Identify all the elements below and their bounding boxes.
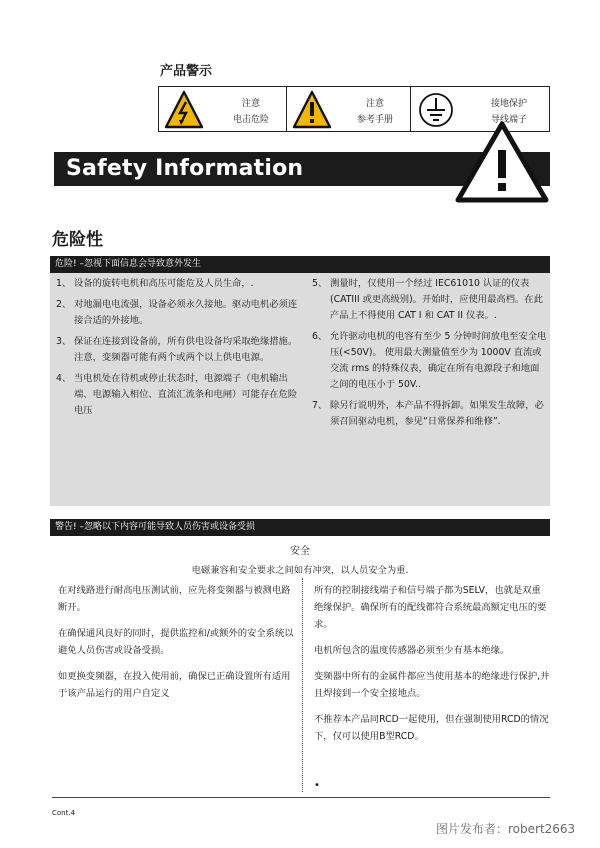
list-item: 4、 当电机处在待机或停止状态时，电源端子（电机输出端、电源输入相位、直流汇流条和电闸）可能存在危险电压 xyxy=(56,373,298,416)
list-item: 1、 设备的旋转电机和高压可能危及人员生命，. xyxy=(56,278,254,289)
danger-bar: 危险! –忽视下面信息会导致意外发生 xyxy=(50,256,550,273)
symbol-cell-electric xyxy=(159,87,287,131)
safety-paragraph: 不推荐本产品同RCD一起使用，但在强制使用RCD的情况下，仅可以使用B型RCD。 xyxy=(314,714,549,742)
symbol-cell-caution xyxy=(287,87,411,131)
safety-column-right xyxy=(314,582,550,754)
symbol-label: 注意 电击危险 xyxy=(232,99,269,125)
safety-paragraph: 在确保通风良好的同时，提供监控和/或额外的安全系统以避免人员伤害或设备受损。 xyxy=(58,628,294,656)
danger-heading: 危险性 xyxy=(52,230,103,250)
safety-paragraph: 所有的控制接线端子和信号端子都为SELV，也就是双重绝缘保护。确保所有的配线都符合系统最高额定电压的要求。 xyxy=(314,585,547,630)
symbol-label: 注意 参考手册 xyxy=(356,99,393,125)
caution-warning-icon xyxy=(292,90,332,130)
safety-paragraph: 变频器中所有的金属件都应当使用基本的绝缘进行保护,并且焊接到一个安全接地点。 xyxy=(314,671,550,699)
list-item: 3、 保证在连接到设备前，所有供电设备均采取绝缘措施。注意，变频器可能有两个或两个以上供电电源。 xyxy=(56,336,298,363)
footer-rule xyxy=(52,797,550,798)
publisher-watermark: 图片发布者：robert2663 xyxy=(436,822,576,836)
symbol-label: 接地保护 导线端子 xyxy=(490,99,527,125)
list-item: 6、 允许驱动电机的电容有至少 5 分钟时间放电至安全电压(<50V)。 使用最大测量值至少为 1000V 直流或交流 rms 的特殊仪表，确定在所有电源段子和地面之间的电压小于 50V.. xyxy=(312,331,547,390)
safety-title: 安全 xyxy=(290,546,310,557)
safety-paragraph: 电机所包含的温度传感器必须至少有基本绝缘。 xyxy=(314,645,510,656)
banner-title: Safety Information xyxy=(66,156,304,181)
electric-shock-warning-icon xyxy=(164,90,204,130)
list-item: 5、 测量时，仅使用一个经过 IEC61010 认证的仪表(CATIII 或更高级别)。开始时，应使用最高档。在此产品上不得使用 CAT I 和 CAT II 仪表。. xyxy=(312,278,543,321)
bullet-mark: • xyxy=(314,780,320,791)
list-item: 7、 除另行说明外，本产品不得拆卸。如果发生故障，必须召回驱动电机，参见“日常保养和维修”. xyxy=(312,400,544,427)
list-item: 2、 对地漏电电流强，设备必须永久接地。驱动电机必须连接合适的外接地。 xyxy=(56,299,298,326)
page-number: Cont.4 xyxy=(52,809,76,817)
safety-paragraph: 在对线路进行耐高电压测试前，应先将变频器与被测电路断开。 xyxy=(58,585,291,613)
safety-column-left xyxy=(58,582,296,711)
safety-subtitle: 电磁兼容和安全要求之间如有冲突，以人员安全为重. xyxy=(191,565,409,576)
warning-bar: 警告! –忽略以下内容可能导致人员伤害或设备受损 xyxy=(50,519,550,536)
danger-list-right xyxy=(312,276,548,435)
danger-list-left xyxy=(56,276,300,424)
protective-earth-icon xyxy=(416,90,456,130)
safety-paragraph: 如更换变频器，在投入使用前，确保已正确设置所有适用于该产品运行的用户自定义 xyxy=(58,671,291,699)
column-divider xyxy=(302,578,303,792)
product-warning-title: 产品警示 xyxy=(160,64,213,79)
large-warning-triangle-icon xyxy=(454,120,550,204)
